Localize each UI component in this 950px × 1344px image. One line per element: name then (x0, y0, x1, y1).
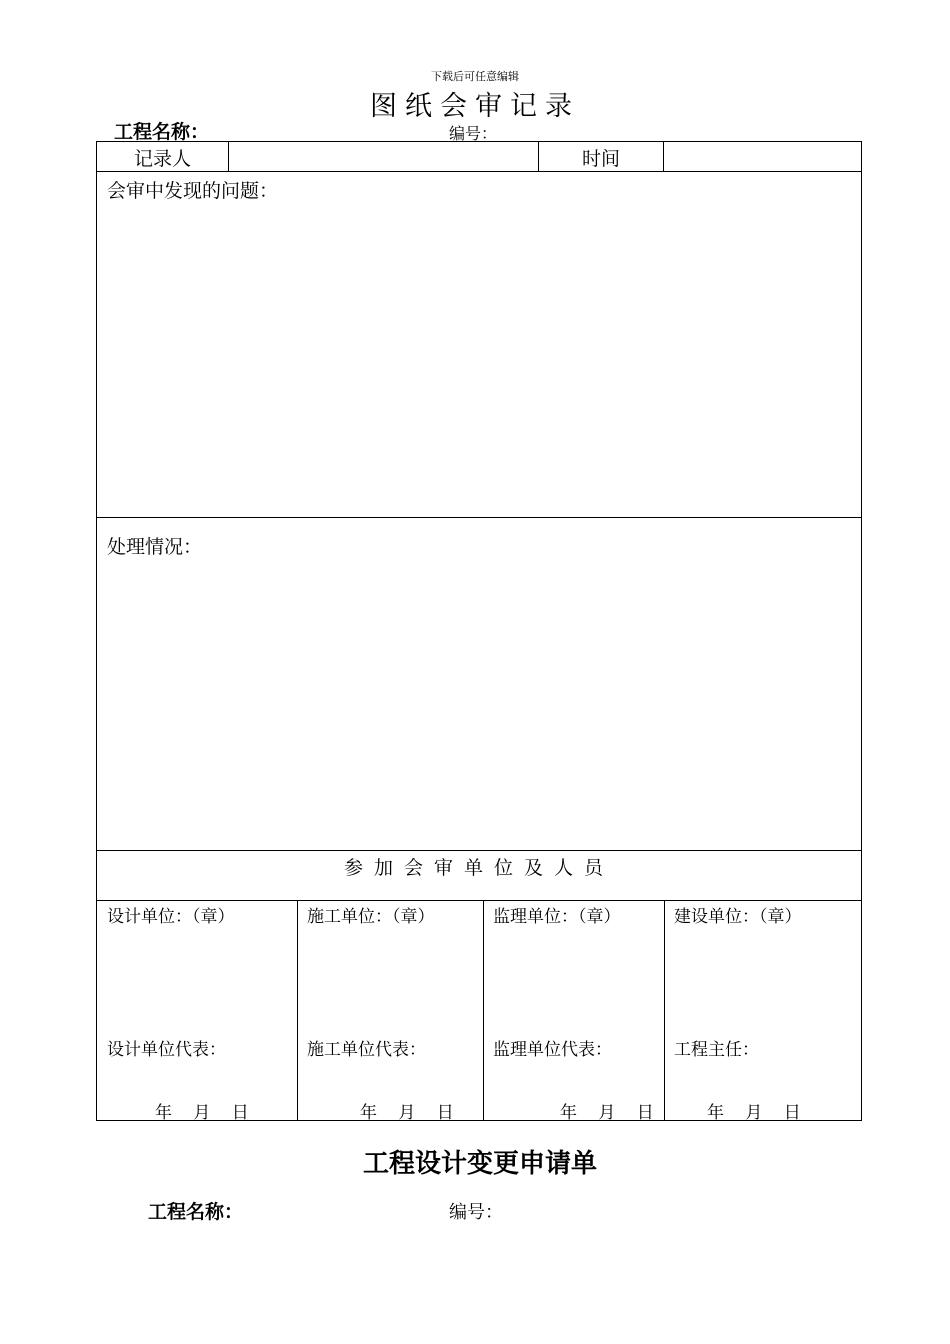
project-name-label: 工程名称： (114, 121, 210, 143)
supervision-date-label: 年 月 日 (560, 1103, 662, 1123)
owner-unit-cell[interactable] (664, 900, 861, 1123)
supervision-unit-cell[interactable] (483, 900, 664, 1123)
divider (663, 142, 664, 171)
participants-heading: 参加会审单位及人员 (343, 857, 614, 879)
page-title: 图纸会审记录 (370, 91, 580, 122)
participants-heading-row (96, 850, 862, 901)
handling-label: 处理情况： (107, 536, 203, 558)
owner-date-label: 年 月 日 (707, 1103, 809, 1123)
construction-date-label: 年 月 日 (360, 1103, 462, 1123)
project-director-label: 工程主任： (674, 1040, 759, 1060)
recorder-label: 记录人 (133, 148, 191, 170)
owner-unit-label: 建设单位：（章） (674, 907, 802, 927)
design-unit-label: 设计单位：（章） (107, 907, 235, 927)
change-number-label: 编号： (449, 1202, 503, 1223)
recorder-time-row (96, 141, 862, 172)
design-unit-cell[interactable] (97, 900, 297, 1123)
change-request-title: 工程设计变更申请单 (362, 1149, 597, 1179)
design-date-label: 年 月 日 (155, 1103, 257, 1123)
construction-unit-cell[interactable] (297, 900, 483, 1123)
supervision-rep-label: 监理单位代表： (493, 1040, 612, 1060)
time-label: 时间 (581, 148, 620, 170)
top-note: 下载后可任意编辑 (431, 70, 519, 83)
design-rep-label: 设计单位代表： (107, 1040, 226, 1060)
construction-unit-label: 施工单位：（章） (307, 907, 435, 927)
change-project-name-label: 工程名称： (148, 1201, 244, 1223)
issues-section[interactable] (96, 171, 862, 518)
participants-units-row (96, 900, 862, 1121)
construction-rep-label: 施工单位代表： (307, 1040, 426, 1060)
handling-section[interactable] (96, 517, 862, 851)
number-label: 编号： (449, 124, 498, 143)
supervision-unit-label: 监理单位：（章） (493, 907, 621, 927)
divider (228, 142, 229, 171)
issues-label: 会审中发现的问题： (107, 180, 279, 202)
